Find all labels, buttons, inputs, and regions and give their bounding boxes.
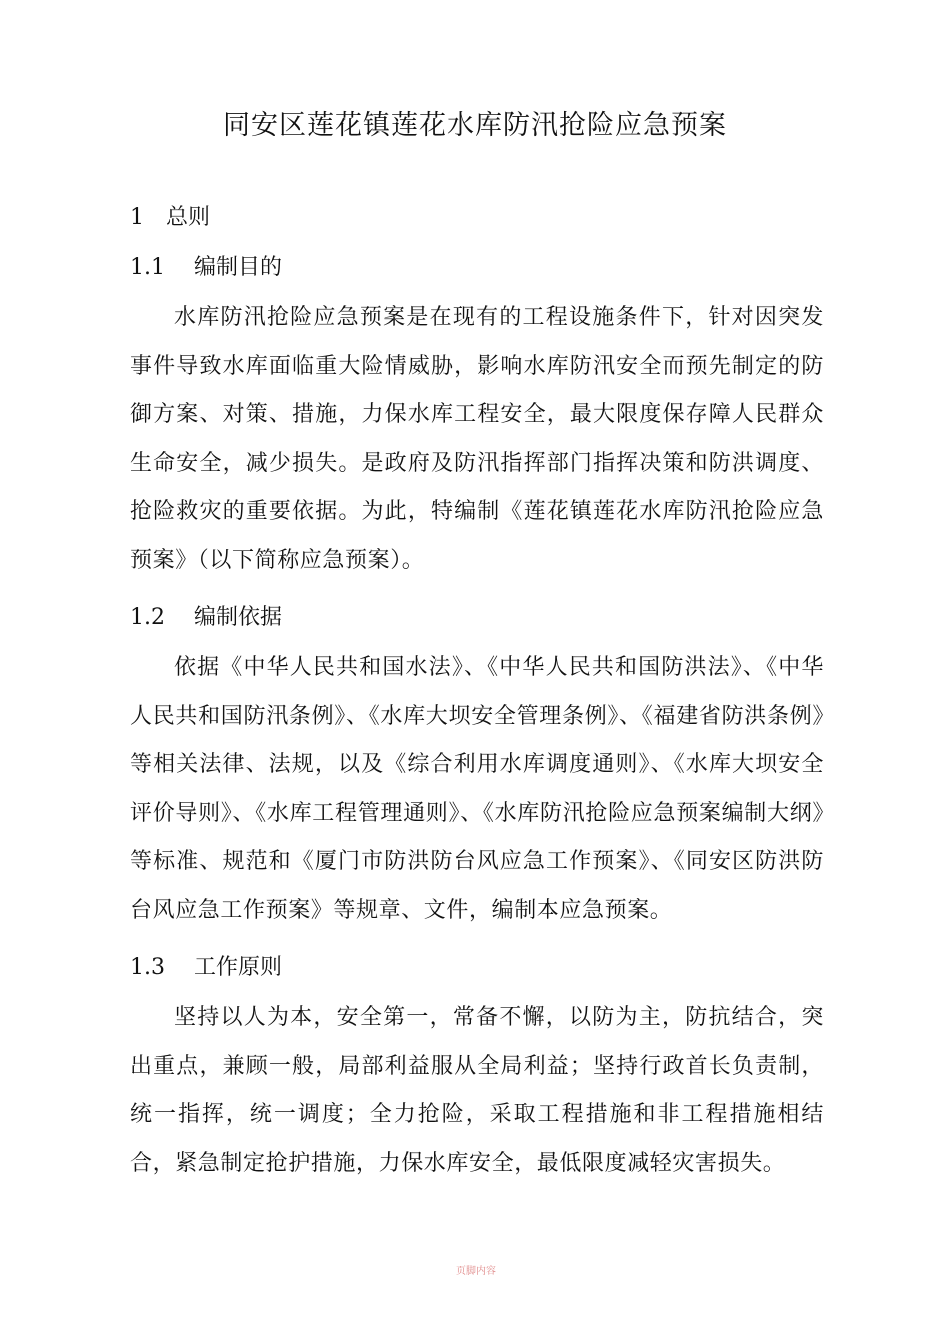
section-heading-principles: 1.3 工作原则 (130, 955, 282, 980)
document-title: 同安区莲花镇莲花水库防汛抢险应急预案 (223, 110, 727, 141)
section-paragraph-basis: 依据《中华人民共和国水法》、《中华人民共和国防洪法》、《中华人民共和国防汛条例》、《水库大坝安全管理条例》、《福建省防洪条例》等相关法律、法规，以及《综合利用水库调度通则》、《水库大坝安全评价导则》、《水库工程管理通则》、《水库防汛抢险应急预案编制大纲》等标准、规范和《厦门市防洪防台风应急工作预案》、《同安区防洪防台风应急工作预案》等规章、文件，编制本应急预案。 (130, 655, 824, 923)
section-heading-basis: 1.2 编制依据 (130, 605, 282, 630)
section-paragraph-principles: 坚持以人为本，安全第一，常备不懈，以防为主，防抗结合，突出重点，兼顾一般，局部利益服从全局利益；坚持行政首长负责制，统一指挥，统一调度；全力抢险，采取工程措施和非工程措施相结合，紧急制定抢护措施，力保水库安全，最低限度减轻灾害损失。 (130, 1005, 824, 1176)
section-heading-purpose: 1.1 编制目的 (130, 255, 282, 280)
section-paragraph-purpose: 水库防汛抢险应急预案是在现有的工程设施条件下，针对因突发事件导致水库面临重大险情威胁，影响水库防汛安全而预先制定的防御方案、对策、措施，力保水库工程安全，最大限度保存障人民群众生命安全，减少损失。是政府及防汛指挥部门指挥决策和防洪调度、抢险救灾的重要依据。为此，特编制《莲花镇莲花水库防汛抢险应急预案》（以下简称应急预案）。 (130, 305, 824, 573)
section-heading-general: 1 总则 (130, 205, 210, 230)
footer-mark: 页脚内容 (456, 1266, 496, 1277)
